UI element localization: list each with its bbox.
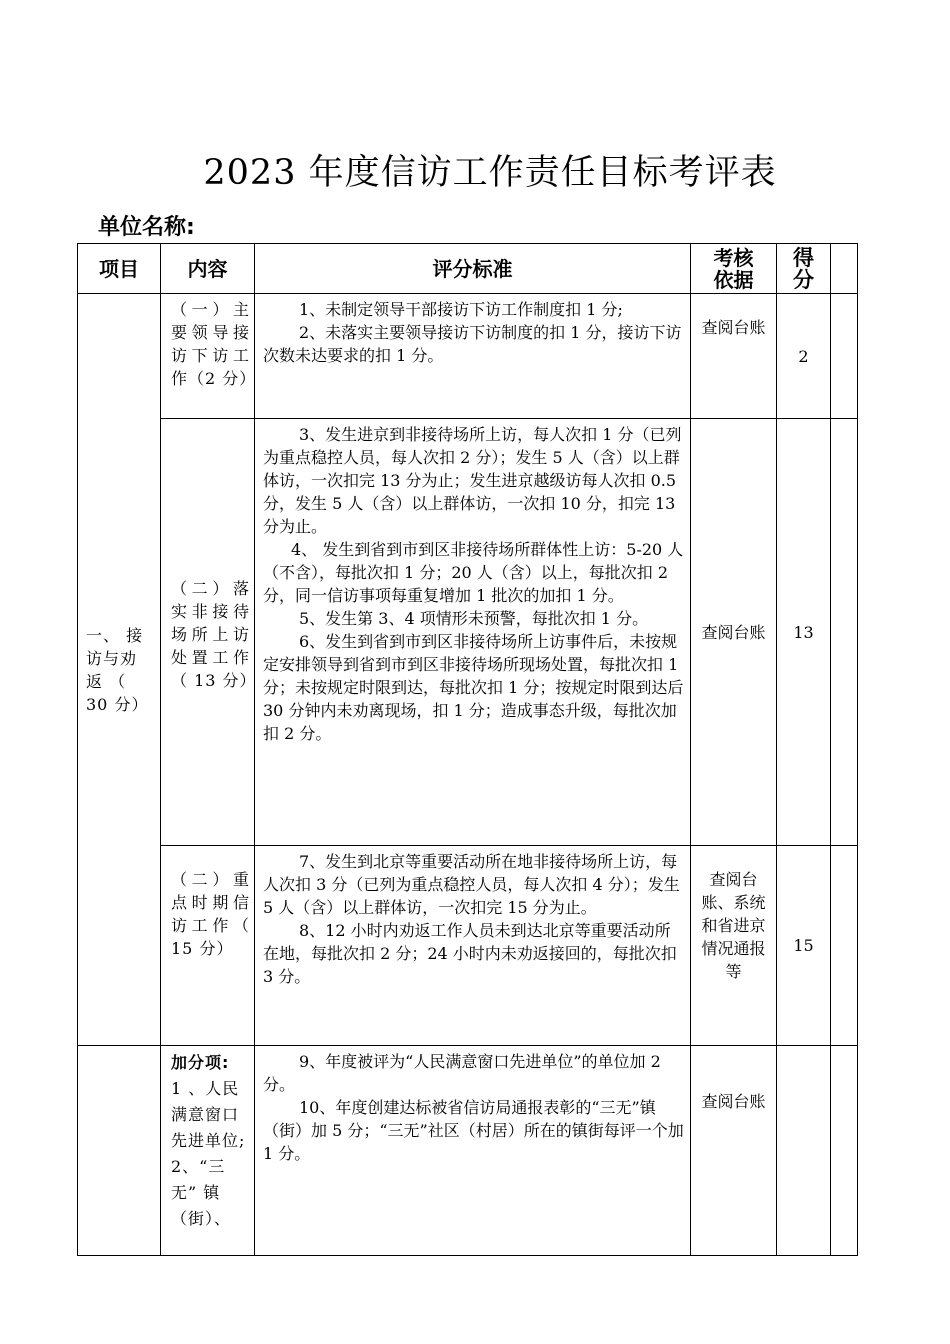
standard-cell — [255, 846, 691, 1046]
content-cell: （二）落实非接待场所上访处置工作（ 13 分） — [161, 419, 255, 846]
extra-cell — [831, 1046, 858, 1256]
project-cell: 一、 接访与劝返 （ 30 分） — [78, 294, 161, 1046]
table-row — [78, 846, 858, 1046]
page-title: 2023 年度信访工作责任目标考评表 — [203, 153, 777, 193]
basis-cell: 查阅台账 — [691, 1046, 777, 1256]
standard-item: 7、发生到北京等重要活动所在地非接待场所上访，每人次扣 3 分（已列为重点稳控人员，每人次扣 4 分）；发生 5 人（含）以上群体访，一次扣完 15 分为止。 — [263, 852, 680, 917]
table-row — [78, 419, 858, 846]
extra-cell — [831, 419, 858, 846]
score-cell — [777, 1046, 831, 1256]
basis-cell: 查阅台账、系统和省进京情况通报等 — [691, 846, 777, 1046]
table-row — [78, 1046, 858, 1256]
basis-cell: 查阅台账 — [691, 294, 777, 419]
standard-item: 1、未制定领导干部接访下访工作制度扣 1 分; — [299, 300, 623, 319]
project-cell-empty — [78, 1046, 161, 1256]
standard-item: 3、发生进京到非接待场所上访，每人次扣 1 分（已列为重点稳控人员，每人次扣 2 分）；发生 5 人（含）以上群体访，一次扣完 13 分为止；发生进京越级访每人次扣 0.5 分，发生 5 人（含）以上群体访，一次扣 10 分，扣完 13 分为止。 — [263, 425, 682, 536]
header-score: 得分 — [777, 244, 831, 294]
score-cell: 15 — [777, 846, 831, 1046]
standard-item: 9、年度被评为“人民满意窗口先进单位”的单位加 2 分。 — [263, 1052, 661, 1094]
score-cell: 2 — [777, 294, 831, 419]
content-cell: （二）重点时期信访工作（ 15 分） — [161, 846, 255, 1046]
bonus-heading: 加分项: — [171, 1053, 230, 1072]
table-row — [78, 294, 858, 419]
header-standard: 评分标准 — [255, 244, 691, 294]
content-cell: （一）主要领导接访下访工作（2 分） — [161, 294, 255, 419]
standard-cell — [255, 294, 691, 419]
standard-cell — [255, 419, 691, 846]
standard-item: 4、 发生到省到市到区非接待场所群体性上访：5-20 人（不含），每批次扣 1 分；20 人（含）以上，每批次扣 2 分，同一信访事项每重复增加 1 批次的加扣 1 分。 — [263, 540, 684, 605]
header-content: 内容 — [161, 244, 255, 294]
header-basis: 考核依据 — [691, 244, 777, 294]
table-header-row — [78, 244, 858, 294]
evaluation-table — [77, 243, 858, 1256]
extra-cell — [831, 846, 858, 1046]
bonus-content: 1 、人民满意窗口先进单位; 2、“三无” 镇（街）、 — [171, 1079, 246, 1228]
score-cell: 13 — [777, 419, 831, 846]
extra-cell — [831, 294, 858, 419]
standard-item: 5、发生第 3、4 项情形未预警，每批次扣 1 分。 — [299, 609, 649, 628]
unit-name-label: 单位名称: — [98, 215, 195, 240]
header-project: 项目 — [78, 244, 161, 294]
standard-cell — [255, 1046, 691, 1256]
basis-cell: 查阅台账 — [691, 419, 777, 846]
standard-item: 6、发生到省到市到区非接待场所上访事件后，未按规定安排领导到省到市到区非接待场所现场处置，每批次扣 1 分；未按规定时限到达，每批次扣 1 分；按规定时限到达后 30 分钟内未劝离现场，扣 1 分；造成事态升级，每批次加扣 2 分。 — [263, 632, 684, 743]
standard-item: 2、未落实主要领导接访下访制度的扣 1 分，接访下访次数未达要求的扣 1 分。 — [263, 323, 682, 365]
header-extra — [831, 244, 858, 294]
standard-item: 10、年度创建达标被省信访局通报表彰的“三无”镇（街）加 5 分；“三无”社区（村居）所在的镇街每评一个加 1 分。 — [263, 1098, 684, 1163]
standard-item: 8、12 小时内劝返工作人员未到达北京等重要活动所在地，每批次扣 2 分；24 小时内未劝返接回的，每批次扣 3 分。 — [263, 921, 677, 986]
content-cell — [161, 1046, 255, 1256]
